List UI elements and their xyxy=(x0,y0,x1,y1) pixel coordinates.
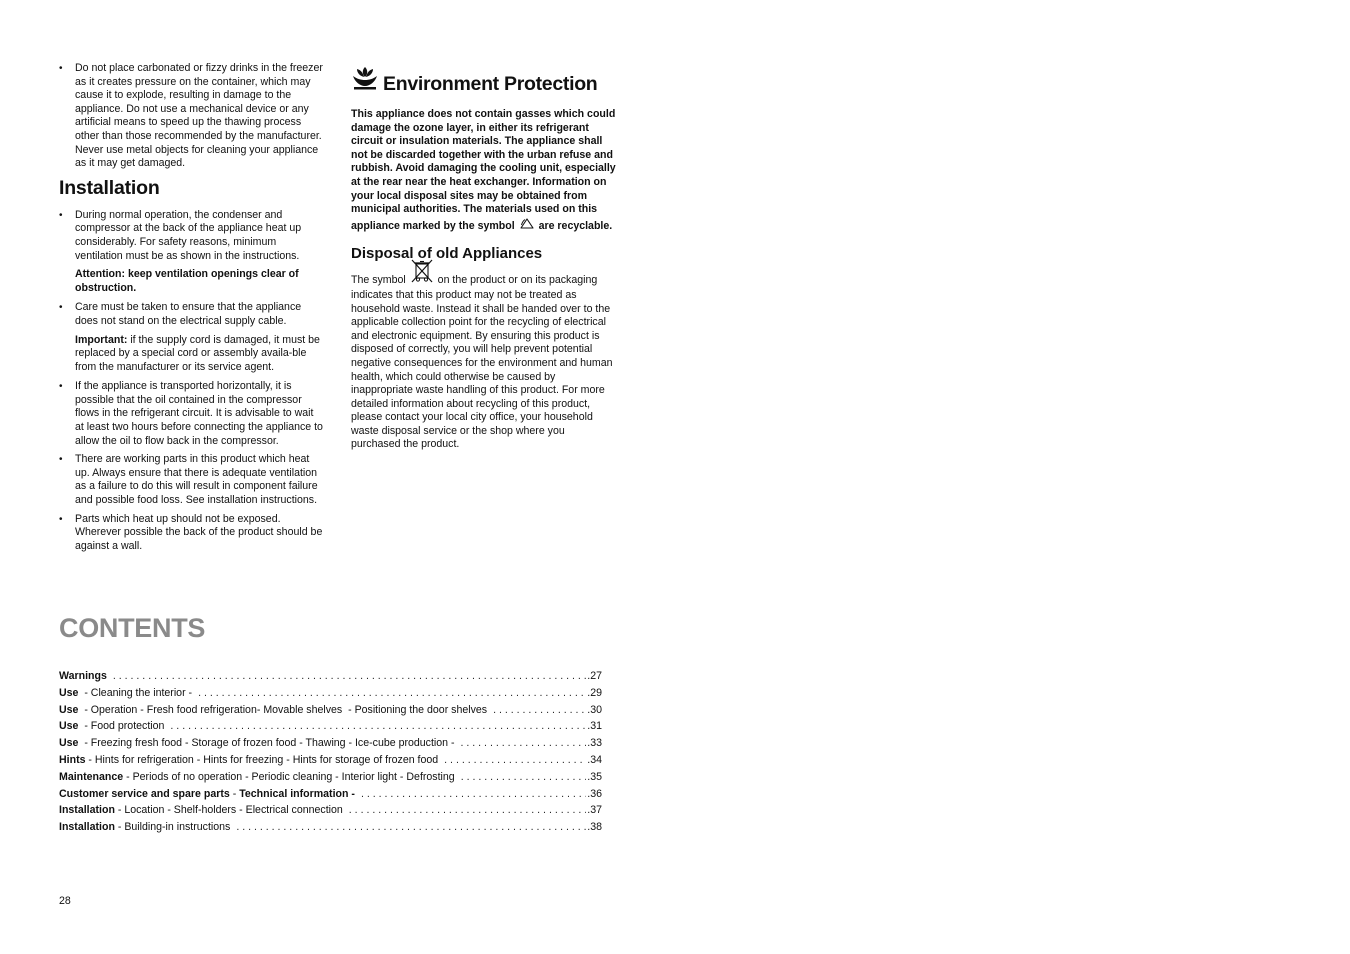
toc-row xyxy=(59,702,602,719)
environment-text-main: This appliance does not contain gasses which could damage the ozone layer, in either its refrigerant circuit or insulation materials. The appliance shall not be discarded together with the urban refuse and rubbish. Avoid damaging the cooling unit, especially at the rear near the heat exchanger. Information on your local disposal sites may be obtained from municipal authorities. The materials used on this appliance marked by the symbol xyxy=(351,108,616,232)
toc-entry-label xyxy=(59,685,192,702)
toc-page-number: .35 xyxy=(587,770,602,783)
toc-entry-label xyxy=(59,752,438,769)
toc-entry-label xyxy=(59,819,230,836)
toc-row xyxy=(59,685,602,702)
toc-page-number: .34 xyxy=(587,753,602,766)
crossed-out-wheelie-bin-icon xyxy=(409,258,435,289)
toc-entry-detail: - Food protection xyxy=(78,720,165,733)
toc-page-number: .33 xyxy=(587,737,602,750)
page-number: 28 xyxy=(59,895,71,907)
toc-page-number: .30 xyxy=(587,703,602,716)
toc-entry-detail: - Operation - Fresh food refrigeration- Movable shelves - Positioning the door shelves xyxy=(78,703,488,716)
toc-entry-bold: Use xyxy=(59,703,79,716)
toc-dot-leader xyxy=(461,735,587,752)
toc-row xyxy=(59,819,602,836)
toc-entry-label xyxy=(59,718,164,735)
toc-dot-leader xyxy=(493,702,586,719)
toc-entry-label xyxy=(59,668,107,685)
toc-entry-label xyxy=(59,702,487,719)
toc-row xyxy=(59,718,602,735)
toc-entry-detail: - Building-in instructions xyxy=(114,821,231,834)
toc-entry-bold: Use xyxy=(59,737,79,750)
toc-entry-label xyxy=(59,735,455,752)
environment-text xyxy=(351,108,617,235)
bullet-supply-cable-text: Care must be taken to ensure that the appliance does not stand on the electrical supply cable. xyxy=(75,301,302,327)
bullet-supply-cable xyxy=(59,301,325,374)
toc-dot-leader xyxy=(444,752,586,769)
bullet-carbonated-drinks: • Do not place carbonated or fizzy drinks in the freezer as it creates pressure on the container, which may cause it to explode, resulting in damage to the appliance. Do not use a mechanical device or any artificial means to speed up the thawing process other than those recommended by the manufacturer. Never use metal objects for cleaning your appliance as it may get damaged. xyxy=(59,62,325,171)
bullet-working-parts: • There are working parts in this product which heat up. Always ensure that there is adequate ventilation as a failure to do this will result in component failure and possible food loss. See installation instructions. xyxy=(59,453,325,507)
disposal-text-main: on the product or on its packaging indicates that this product may not be treated as household waste. Instead it shall be handed over to the applicable collection point for the recycling of electrical and electronic equipment. By ensuring this product is disposed of correctly, you will help prevent potential negative consequences for the environment and human health, which could otherwise be caused by inappropriate waste handling of this product. For more detailed information about recycling of this product, please contact your local city office, your household waste disposal service or the shop where you purchased the product. xyxy=(351,274,613,451)
toc-page-number: .38 xyxy=(587,821,602,834)
toc-entry-detail: - Cleaning the interior - xyxy=(78,686,193,699)
toc-dot-leader xyxy=(461,769,587,786)
attention-note: Attention: keep ventilation openings clear of obstruction. xyxy=(75,268,299,294)
toc-dot-leader xyxy=(361,786,586,803)
toc-entry-bold: Installation xyxy=(59,821,115,834)
toc-entry-bold: Hints xyxy=(59,753,86,766)
toc-row xyxy=(59,802,602,819)
toc-page-number: .37 xyxy=(587,804,602,817)
toc-entry-detail: - Location - Shelf-holders - Electrical connection xyxy=(114,804,343,817)
table-of-contents xyxy=(59,668,602,836)
toc-page-number: .31 xyxy=(587,720,602,733)
toc-dot-leader xyxy=(236,819,586,836)
toc-entry-label xyxy=(59,802,343,819)
toc-dot-leader xyxy=(170,718,586,735)
bullet-heat-parts-exposed: • Parts which heat up should not be exposed. Wherever possible the back of the product should be against a wall. xyxy=(59,513,325,554)
bullet-condenser-heat xyxy=(59,209,325,296)
installation-heading: Installation xyxy=(59,176,160,199)
toc-row xyxy=(59,735,602,752)
toc-dot-leader xyxy=(113,668,586,685)
toc-entry-detail: - Hints for refrigeration - Hints for freezing - Hints for storage of frozen food xyxy=(85,753,439,766)
disposal-heading: Disposal of old Appliances xyxy=(351,245,543,263)
toc-entry-label xyxy=(59,786,355,803)
toc-entry-bold: Use xyxy=(59,720,79,733)
toc-entry-bold: Maintenance xyxy=(59,770,124,783)
toc-page-number: .36 xyxy=(587,787,602,800)
toc-page-number: .29 xyxy=(587,686,602,699)
environment-text-end: are recyclable. xyxy=(538,219,613,232)
bullet-condenser-text: During normal operation, the condenser and compressor at the back of the appliance heat up considerably. For safety reasons, minimum ventilation must be as shown in the instructions. xyxy=(75,208,302,262)
right-column xyxy=(351,62,617,452)
toc-entry-label xyxy=(59,769,455,786)
bullet-transport-horizontal: • If the appliance is transported horizontally, it is possible that the oil contained in the compressor flows in the refrigerant circuit. It is advisable to wait at least two hours before connecting the appliance to allow the oil to flow back in the compressor. xyxy=(59,380,325,448)
disposal-text xyxy=(351,272,617,452)
intro-bullet-list xyxy=(59,62,325,171)
environment-protection-heading: Environment Protection xyxy=(383,73,598,95)
toc-row xyxy=(59,752,602,769)
toc-entry-bold: Warnings xyxy=(59,670,107,682)
toc-row xyxy=(59,786,602,803)
important-label: Important: xyxy=(75,333,128,346)
toc-dot-leader xyxy=(198,685,586,702)
contents-title: CONTENTS xyxy=(59,613,206,643)
disposal-text-start: The symbol xyxy=(351,274,406,287)
left-column xyxy=(59,62,325,558)
toc-entry-detail: - Periods of no operation - Periodic cleaning - Interior light - Defrosting xyxy=(123,770,455,783)
installation-bullet-list xyxy=(59,209,325,554)
environment-heading-row xyxy=(351,64,617,95)
toc-row xyxy=(59,668,602,685)
toc-entry-bold: Installation xyxy=(59,804,115,817)
toc-entry-detail: - Freezing fresh food - Storage of frozen food - Thawing - Ice-cube production - xyxy=(78,737,455,750)
toc-page-number: .27 xyxy=(587,670,602,682)
recycle-symbol-icon xyxy=(518,217,536,236)
toc-row xyxy=(59,769,602,786)
toc-entry-bold-secondary: Technical information - xyxy=(239,787,355,800)
flower-environment-icon xyxy=(351,64,379,95)
toc-dot-leader xyxy=(349,802,586,819)
toc-entry-bold: Use xyxy=(59,686,79,699)
toc-entry-bold: Customer service and spare parts xyxy=(59,787,230,800)
toc-entry-detail: - xyxy=(229,787,240,800)
important-note xyxy=(75,334,325,375)
important-text: if the supply cord is damaged, it must be replaced by a special cord or assembly availa-ble from the manufacturer or its service agent. xyxy=(75,333,320,373)
